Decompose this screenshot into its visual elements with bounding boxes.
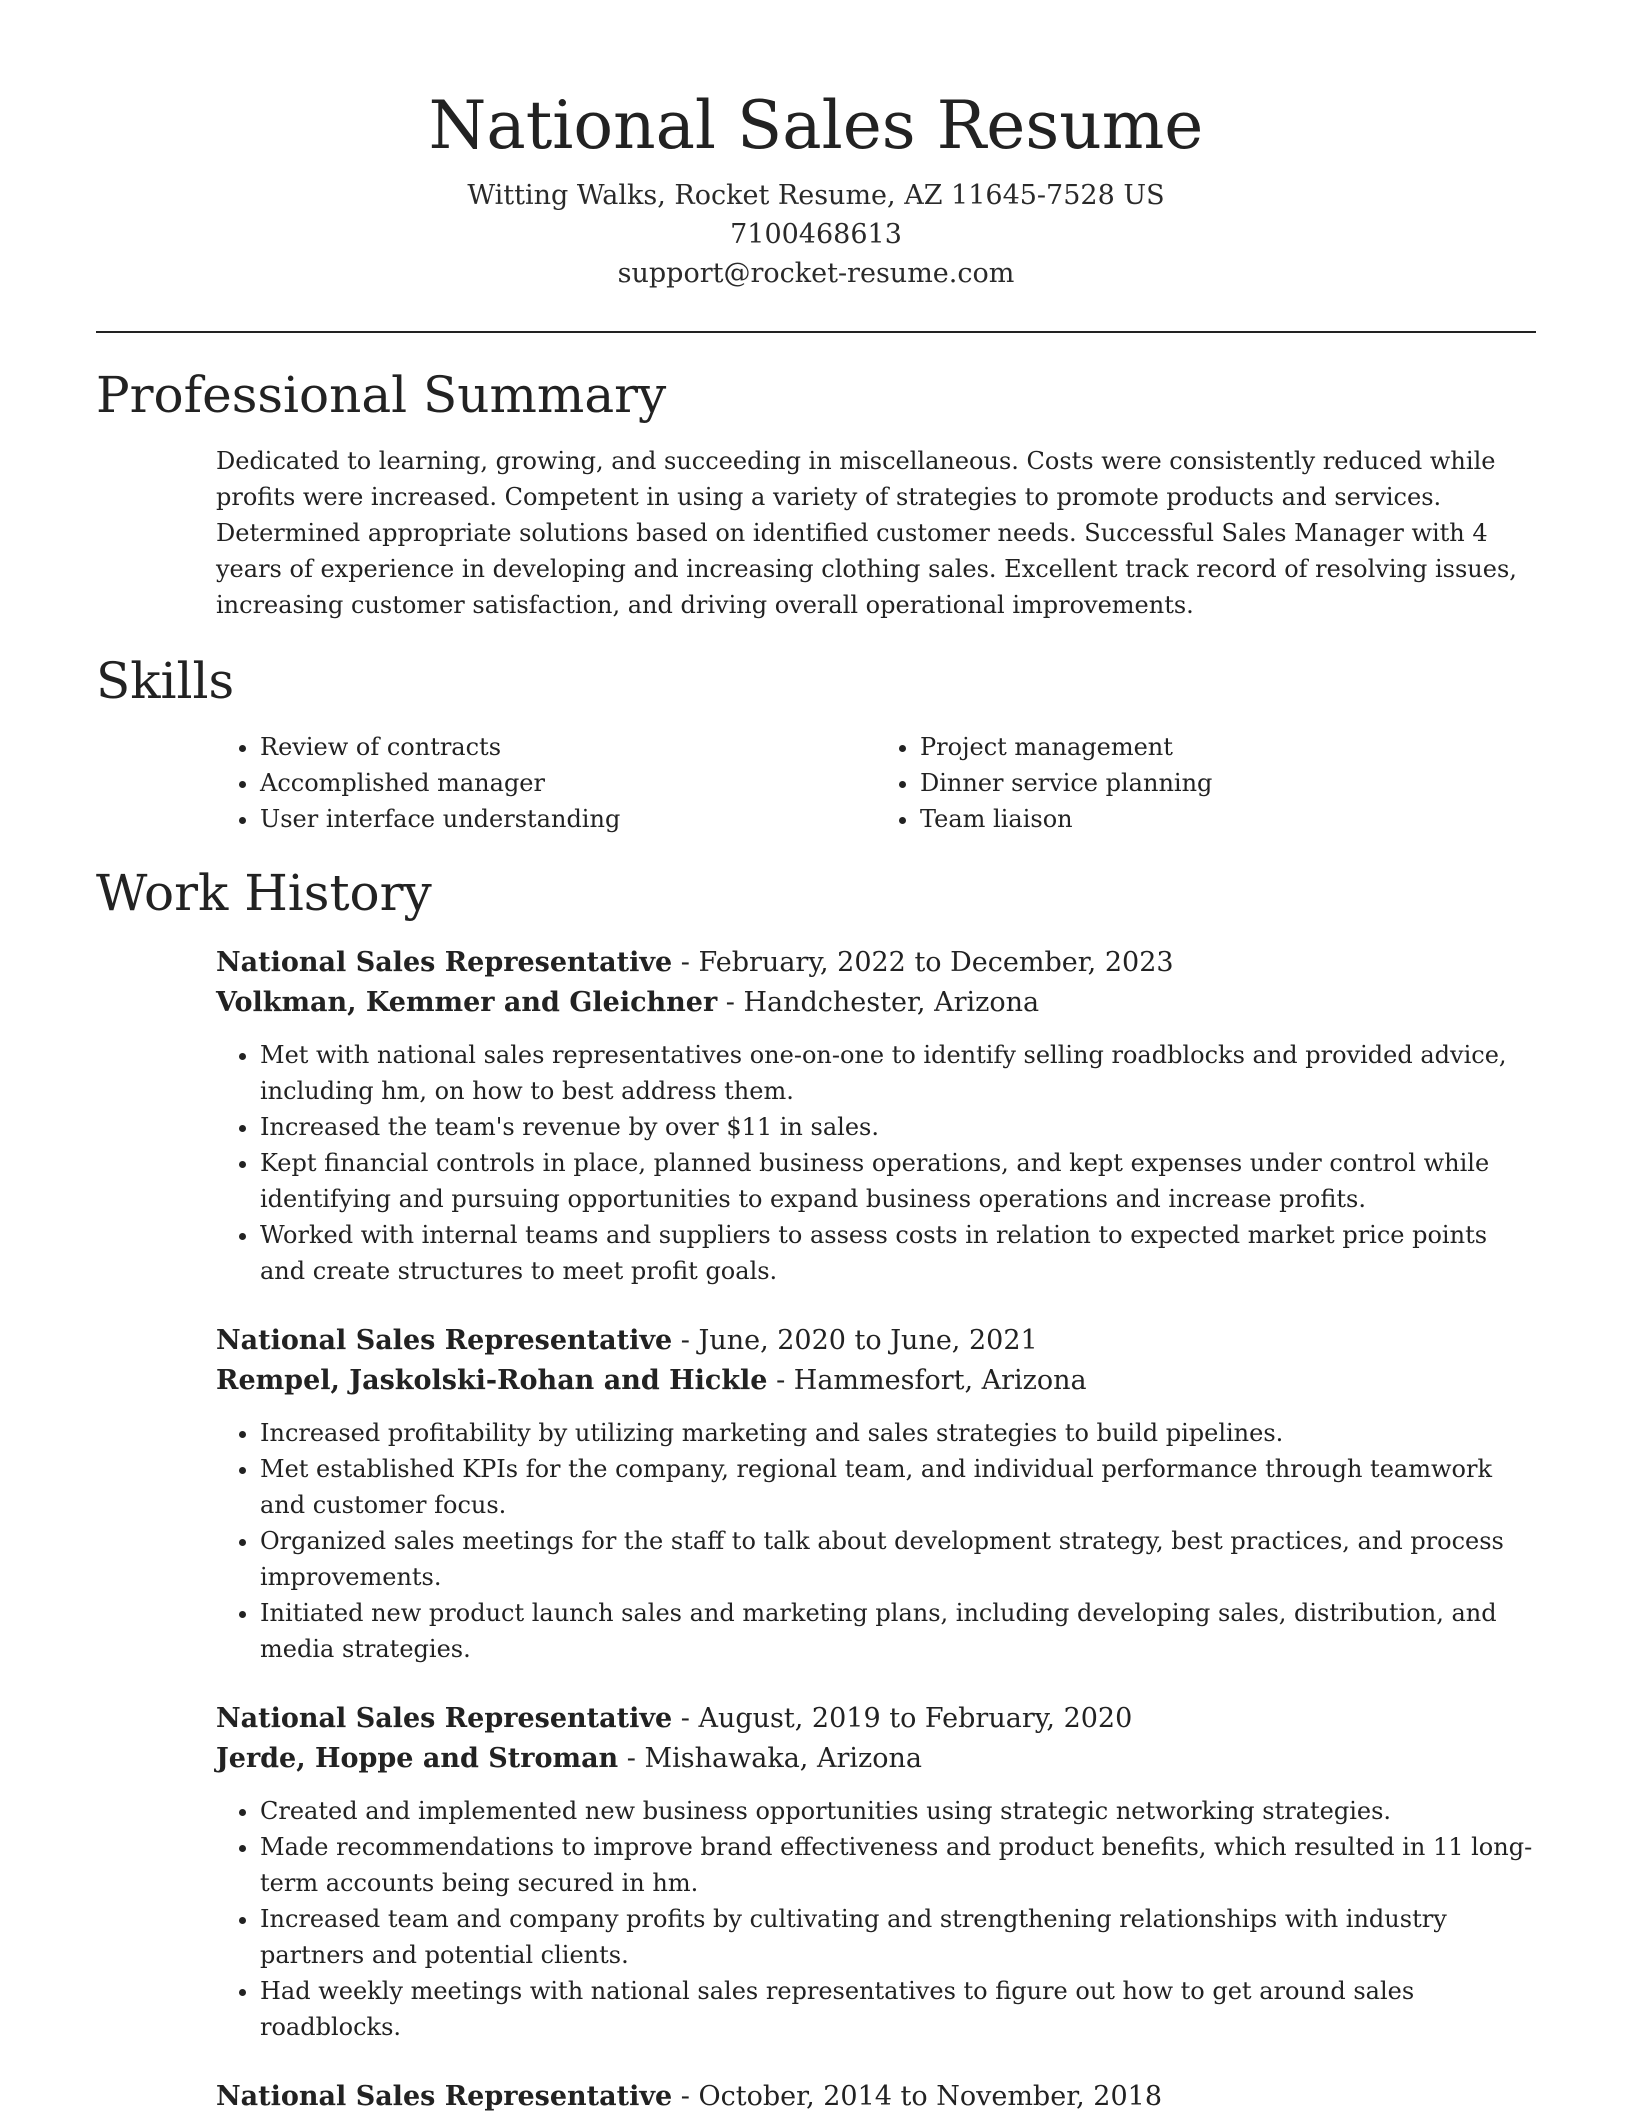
job-bullet: • Met established KPIs for the company, regional team, and individual performance through teamwork and customer focus. [260, 1451, 1536, 1523]
job-bullets [216, 1415, 1536, 1667]
job-company-line [216, 1739, 1536, 1779]
job-company-line [216, 1361, 1536, 1401]
job-bullet: • Worked with internal teams and suppliers to assess costs in relation to expected market price points and create structures to meet profit goals. [260, 1217, 1536, 1289]
job-location: Hammesfort, Arizona [793, 1365, 1087, 1396]
job-bullet: • Increased profitability by utilizing marketing and sales strategies to build pipelines. [260, 1415, 1536, 1451]
skill-item: • Project management [920, 729, 1536, 765]
job-bullet: • Kept financial controls in place, planned business operations, and kept expenses under control while identifying and pursuing opportunities to expand business operations and increase profits. [260, 1145, 1536, 1217]
skills-grid [216, 729, 1536, 837]
job-bullet: • Made recommendations to improve brand effectiveness and product benefits, which resulted in 11 long-term accounts being secured in hm. [260, 1829, 1536, 1901]
job-location: Mishawaka, Arizona [644, 1743, 922, 1774]
job-bullets [216, 1037, 1536, 1289]
job-title-line [216, 2077, 1536, 2117]
job-dates: June, 2020 to June, 2021 [698, 1325, 1038, 1356]
header-divider [96, 331, 1536, 333]
job-bullets [216, 1793, 1536, 2045]
job-entry [216, 2077, 1536, 2117]
job-title: National Sales Representative [216, 947, 673, 978]
contact-phone: 7100468613 [730, 219, 902, 250]
resume-header [96, 0, 1536, 293]
job-dates: February, 2022 to December, 2023 [698, 947, 1174, 978]
job-location: Handchester, Arizona [743, 987, 1040, 1018]
job-company-line [216, 983, 1536, 1023]
summary-title: Professional Summary [96, 366, 667, 424]
job-separator: - [672, 2081, 699, 2112]
job-company: Volkman, Kemmer and Gleichner [216, 987, 718, 1018]
skills-column-left [216, 729, 876, 837]
skill-item: • User interface understanding [260, 801, 876, 837]
job-bullet: • Increased team and company profits by cultivating and strengthening relationships with industry partners and potential clients. [260, 1901, 1536, 1973]
job-separator: - [672, 1325, 699, 1356]
work-history-section [96, 863, 1536, 2117]
summary-text: Dedicated to learning, growing, and succeeding in miscellaneous. Costs were consistently reduced while profits were increased. Competent in using a variety of strategies to promote products and services. Determined appropriate solutions based on identified customer needs. Successful Sales Manager with 4 years of experience in developing and increasing clothing sales. Excellent track record of resolving issues, increasing customer satisfaction, and driving overall operational improvements. [216, 447, 1517, 619]
resume-name: National Sales Resume [428, 87, 1204, 164]
job-dates: August, 2019 to February, 2020 [698, 1703, 1133, 1734]
job-separator: - [672, 1703, 699, 1734]
skills-section [96, 651, 1536, 837]
job-dates: October, 2014 to November, 2018 [698, 2081, 1163, 2112]
contact-block [96, 176, 1536, 293]
job-bullet: • Initiated new product launch sales and marketing plans, including developing sales, distribution, and media strategies. [260, 1595, 1536, 1667]
job-entry [216, 1321, 1536, 1667]
job-title-line [216, 1699, 1536, 1739]
job-separator: - [767, 1365, 794, 1396]
job-title: National Sales Representative [216, 1703, 673, 1734]
job-title: National Sales Representative [216, 1325, 673, 1356]
job-title: National Sales Representative [216, 2081, 673, 2112]
summary-section [96, 365, 1536, 623]
work-history-title: Work History [96, 864, 432, 922]
job-separator: - [672, 947, 699, 978]
job-bullet: • Created and implemented new business opportunities using strategic networking strategies. [260, 1793, 1536, 1829]
skills-column-right [876, 729, 1536, 837]
job-bullet: • Organized sales meetings for the staff to talk about development strategy, best practices, and process improvements. [260, 1523, 1536, 1595]
job-company: Rempel, Jaskolski-Rohan and Hickle [216, 1365, 768, 1396]
job-title-line [216, 1321, 1536, 1361]
job-entry [216, 943, 1536, 1289]
job-separator: - [717, 987, 744, 1018]
skill-item: • Dinner service planning [920, 765, 1536, 801]
contact-email: support@rocket-resume.com [617, 258, 1015, 289]
skill-item: • Accomplished manager [260, 765, 876, 801]
skill-item: • Review of contracts [260, 729, 876, 765]
job-separator: - [618, 1743, 645, 1774]
job-bullet: • Increased the team's revenue by over $11 in sales. [260, 1109, 1536, 1145]
job-entry [216, 1699, 1536, 2045]
job-company: Jerde, Hoppe and Stroman [216, 1743, 619, 1774]
job-title-line [216, 943, 1536, 983]
resume-page [96, 0, 1536, 2117]
skills-title: Skills [96, 652, 235, 710]
job-bullet: • Had weekly meetings with national sales representatives to figure out how to get around sales roadblocks. [260, 1973, 1536, 2045]
skill-item: • Team liaison [920, 801, 1536, 837]
contact-address: Witting Walks, Rocket Resume, AZ 11645-7528 US [467, 180, 1165, 211]
job-bullet: • Met with national sales representatives one-on-one to identify selling roadblocks and provided advice, including hm, on how to best address them. [260, 1037, 1536, 1109]
